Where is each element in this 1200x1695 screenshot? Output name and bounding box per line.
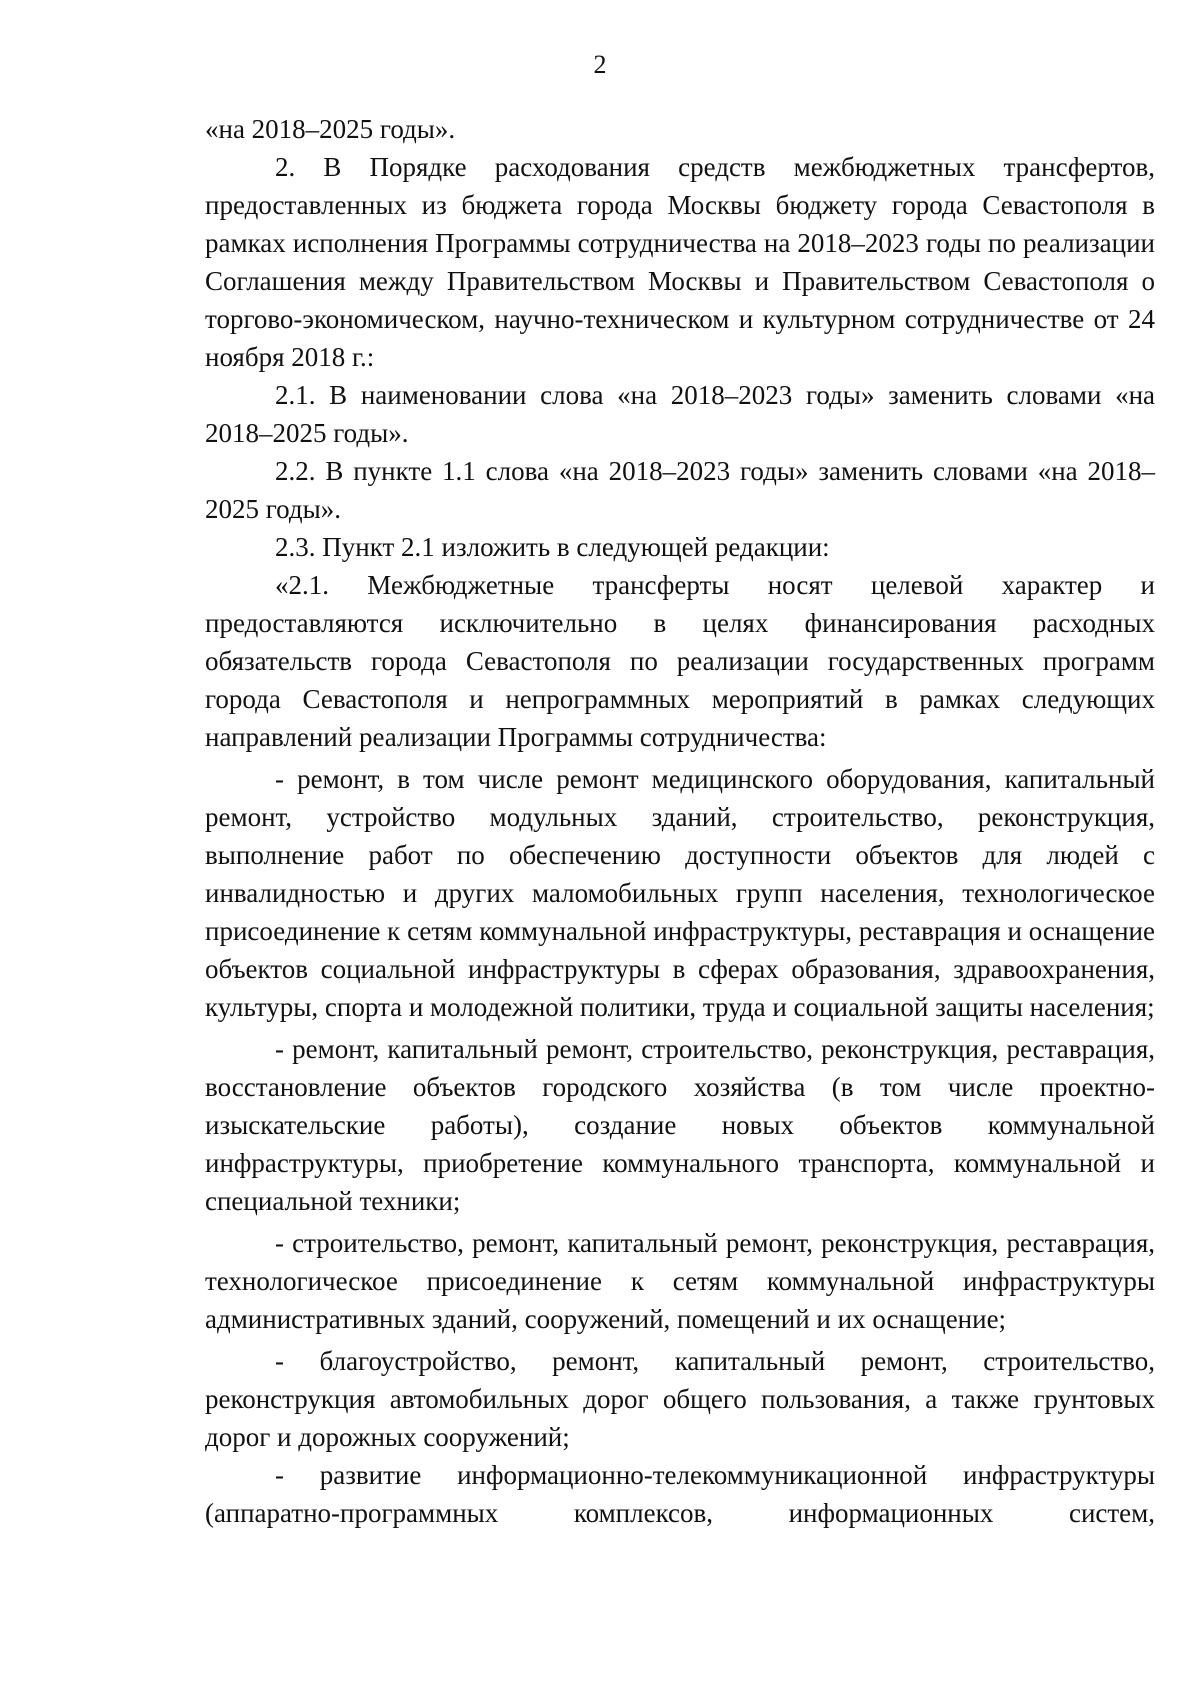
paragraph-item-2-3: 2.3. Пункт 2.1 изложить в следующей редакции: xyxy=(275,532,830,562)
paragraph-item-2-2: 2.2. В пункте 1.1 слова «на 2018–2023 годы» заменить словами «на 2018–2025 годы». xyxy=(205,456,1155,524)
paragraph-new-2-1: «2.1. Межбюджетные трансферты носят целевой характер и предоставляются исключительно в целях финансирования расходных обязательств города Севастополя по реализации государственных программ города Севастополя и непрограммных мероприятий в рамках следующих направлений реализации Программы сотрудничества: xyxy=(205,570,1155,752)
list-item-social-infrastructure: - ремонт, в том числе ремонт медицинского оборудования, капитальный ремонт, устройство модульных зданий, строительство, реконструкция, выполнение работ по обеспечению доступности объектов для людей с инвалидностью и других маломобильных групп населения, технологическое присоединение к сетям коммунальной инфраструктуры, реставрация и оснащение объектов социальной инфраструктуры в сферах образования, здравоохранения, культуры, спорта и молодежной политики, труда и социальной защиты населения; xyxy=(205,764,1155,1022)
list-item-it-infrastructure: - развитие информационно-телекоммуникационной инфраструктуры (аппаратно-программных комплексов, информационных систем, xyxy=(205,1460,1155,1528)
paragraph-item-2: 2. В Порядке расходования средств межбюджетных трансфертов, предоставленных из бюджета города Москвы бюджету города Севастополя в рамках исполнения Программы сотрудничества на 2018–2023 годы по реализации Соглашения между Правительством Москвы и Правительством Севастополя о торгово-экономическом, научно-техническом и культурном сотрудничестве от 24 ноября 2018 г.: xyxy=(205,152,1155,372)
list-item-administrative-buildings: - строительство, ремонт, капитальный ремонт, реконструкция, реставрация, технологическое присоединение к сетям коммунальной инфраструктуры административных зданий, сооружений, помещений и их оснащение; xyxy=(205,1228,1155,1334)
page-number: 2 xyxy=(593,50,607,79)
list-item-roads: - благоустройство, ремонт, капитальный ремонт, строительство, реконструкция автомобильных дорог общего пользования, а также грунтовых дорог и дорожных сооружений; xyxy=(205,1346,1155,1452)
paragraph-item-2-1: 2.1. В наименовании слова «на 2018–2023 годы» заменить словами «на 2018–2025 годы». xyxy=(205,380,1155,448)
paragraph-continuation: «на 2018–2025 годы». xyxy=(205,114,456,144)
list-item-city-economy: - ремонт, капитальный ремонт, строительство, реконструкция, реставрация, восстановление объектов городского хозяйства (в том числе проектно-изыскательские работы), создание новых объектов коммунальной инфраструктуры, приобретение коммунального транспорта, коммунальной и специальной техники; xyxy=(205,1034,1155,1216)
document-body xyxy=(205,110,1155,1532)
